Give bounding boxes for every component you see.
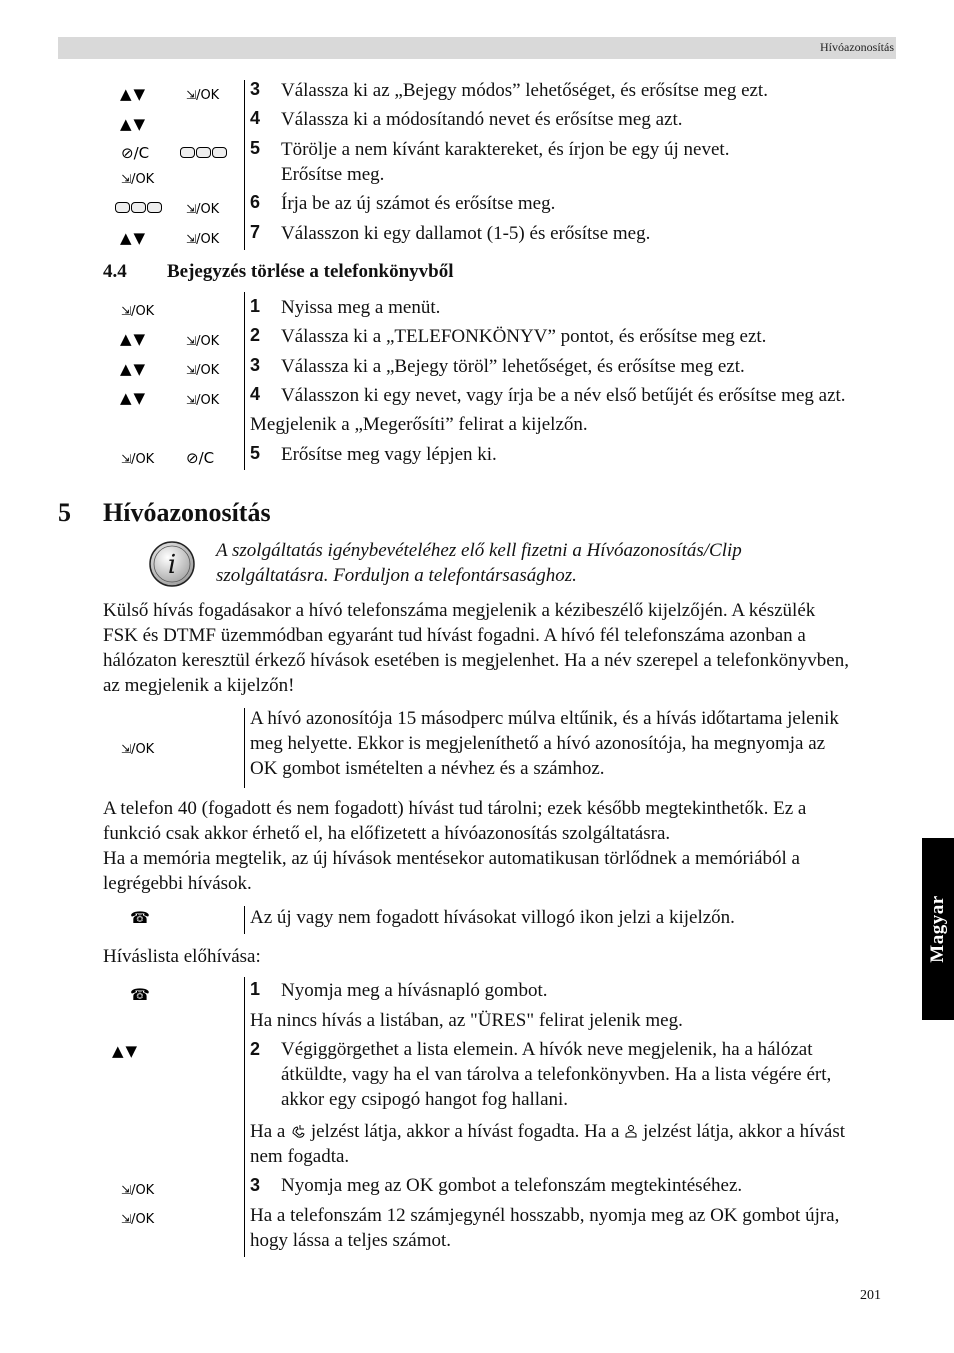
ok-icon: ⇲/OK [121, 304, 155, 319]
step-number: 5 [250, 138, 261, 158]
step-divider-line [244, 708, 245, 788]
info-note-line: A szolgáltatás igénybevételéhez elő kell fizetni a Hívóazonosítás/Clip [216, 540, 742, 561]
page-number: 201 [860, 1288, 881, 1303]
note-line: Ha a telefonszám 12 számjegynél hosszabb, nyomja meg az OK gombot újra, [250, 1205, 840, 1226]
ok-icon: ⇲/OK [121, 1183, 155, 1198]
paragraph-line: Ha a memória megtelik, az új hívások mentésekor automatikusan törlődnek a memóriából a [103, 848, 800, 869]
received-missed-note [250, 1119, 895, 1169]
chapter-number: 5 [58, 498, 71, 527]
step-line: Végiggörgethet a lista elemein. A hívók neve megjelenik, ha a hálózat [281, 1039, 813, 1060]
ok-icon: ⇲/OK [121, 1212, 155, 1227]
note-fragment: Ha a [250, 1121, 286, 1142]
step-text: Válassza ki a „Bejegy töröl” lehetőséget, és erősítse meg ezt. [281, 356, 745, 377]
language-tab [922, 838, 954, 1020]
step-text: Nyissa meg a menüt. [281, 297, 441, 318]
info-icon [148, 540, 196, 588]
svg-text:i: i [167, 550, 177, 580]
cancel-icon: ⊘/C [186, 449, 215, 467]
note-fragment: nem fogadta. [250, 1146, 350, 1167]
step-number: 3 [250, 355, 261, 375]
chapter-title: Hívóazonosítás [103, 498, 271, 527]
step-number: 3 [250, 1175, 261, 1195]
ok-note [250, 706, 895, 781]
step-text: Nyomja meg a hívásnapló gombot. [281, 980, 548, 1001]
step-text: Nyomja meg az OK gombot a telefonszám megtekintéséhez. [281, 1175, 743, 1196]
running-header: Hívóazonosítás [820, 40, 894, 54]
note-fragment: jelzést látja, akkor a hívást [642, 1121, 846, 1142]
step-text: Válasszon ki egy nevet, vagy írja be a név első betűjét és erősítse meg azt. [281, 385, 846, 406]
step-divider-line [244, 977, 245, 1257]
step-number: 1 [250, 296, 261, 316]
section-title: Bejegyzés törlése a telefonkönyvből [167, 261, 454, 282]
keypad-icon [180, 146, 228, 162]
step-divider-line [244, 80, 245, 250]
note-line: A hívó azonosítója 15 másodperc múlva eltűnik, és a hívás időtartama jelenik [250, 708, 839, 729]
step-line: átküldte, vagy ha el van tárolva a telefonkönyvben. Ha a lista végére ért, [281, 1064, 832, 1085]
step-text: Válassza ki az „Bejegy módos” lehetőséget, és erősítse meg ezt. [281, 80, 768, 101]
updown-icon: ▲▼ [120, 330, 148, 348]
paragraph-line: hálózaton keresztül érkező hívások esetében is megjelenhet. Ha a név szerepel a telefonkönyvben, [103, 650, 849, 671]
step-number: 4 [250, 384, 261, 404]
ok-icon: ⇲/OK [186, 363, 220, 378]
ok-icon: ⇲/OK [121, 172, 155, 187]
info-note-line: szolgáltatásra. Forduljon a telefontársasághoz. [216, 565, 577, 586]
paragraph-line: az megjelenik a kijelzőn! [103, 675, 295, 696]
note-text: Ha nincs hívás a listában, az "ÜRES" felirat jelenik meg. [250, 1010, 683, 1031]
calllist-label: Híváslista előhívása: [103, 946, 261, 967]
note-fragment: jelzést látja, akkor a hívást fogadta. Ha a [310, 1121, 620, 1142]
updown-icon: ▲▼ [120, 360, 148, 378]
step-text: Válassza ki a „TELEFONKÖNYV” pontot, és erősítse meg ezt. [281, 326, 767, 347]
ok-icon: ⇲/OK [121, 742, 155, 757]
step-number: 2 [250, 325, 261, 345]
step-text: Válasszon ki egy dallamot (1-5) és erősítse meg. [281, 223, 651, 244]
updown-icon: ▲▼ [120, 389, 148, 407]
long-number-note [250, 1203, 895, 1253]
cancel-icon: ⊘/C [121, 144, 150, 162]
paragraph-line: A telefon 40 (fogadott és nem fogadott) hívást tud tárolni; ezek később megtekinthetők. Ez a [103, 798, 807, 819]
note-line: meg helyette. Ekkor is megjeleníthető a hívó azonosítója, ha megnyomja az [250, 733, 826, 754]
phone-icon: ☎ [130, 985, 150, 1004]
note-line: hogy lássa a teljes számot. [250, 1230, 452, 1251]
header-bar [58, 37, 896, 59]
ok-icon: ⇲/OK [186, 88, 220, 103]
updown-icon: ▲▼ [120, 85, 148, 103]
updown-icon: ▲▼ [120, 229, 148, 247]
step-line: akkor egy csipogó hangot fog hallani. [281, 1089, 569, 1110]
storage-paragraph [103, 796, 895, 896]
paragraph-line: FSK és DTMF üzemmódban egyaránt tud hívást fogadni. A hívó fél telefonszáma azonban a [103, 625, 806, 646]
step-number: 7 [250, 222, 261, 242]
ok-icon: ⇲/OK [186, 232, 220, 247]
received-call-icon [290, 1123, 306, 1139]
section-heading-4-4 [103, 261, 454, 283]
step-text-continued: Erősítse meg. [281, 164, 385, 185]
step-text: Válassza ki a módosítandó nevet és erősítse meg azt. [281, 109, 683, 130]
note-text: Megjelenik a „Megerősíti” felirat a kijelzőn. [250, 414, 588, 435]
step-number: 2 [250, 1039, 261, 1059]
updown-icon: ▲▼ [112, 1042, 140, 1060]
phone-icon: ☎ [130, 908, 150, 927]
step-number: 4 [250, 108, 261, 128]
note-text: Az új vagy nem fogadott hívásokat villogó ikon jelzi a kijelzőn. [250, 907, 735, 928]
keypad-icon [115, 201, 163, 217]
note-line: OK gombot ismételten a névhez és a számhoz. [250, 758, 605, 779]
step-number: 6 [250, 192, 261, 212]
paragraph-line: funkció csak akkor érhető el, ha előfizetett a hívóazonosítás szolgáltatásra. [103, 823, 671, 844]
step-text: Törölje a nem kívánt karaktereket, és írjon be egy új nevet. [281, 139, 730, 160]
chapter-heading [58, 498, 271, 528]
step-number: 1 [250, 979, 261, 999]
ok-icon: ⇲/OK [186, 334, 220, 349]
section-number: 4.4 [103, 261, 127, 282]
language-tab-label: Magyar [927, 895, 948, 963]
step-text: Írja be az új számot és erősítse meg. [281, 193, 556, 214]
paragraph-line: Külső hívás fogadásakor a hívó telefonszáma megjelenik a kézibeszélő kijelzőjén. A készülék [103, 600, 816, 621]
ok-icon: ⇲/OK [186, 202, 220, 217]
ok-icon: ⇲/OK [121, 452, 155, 467]
step-divider-line [244, 906, 245, 934]
paragraph-line: legrégebbi hívások. [103, 873, 252, 894]
ok-icon: ⇲/OK [186, 393, 220, 408]
missed-call-icon [624, 1123, 638, 1139]
intro-paragraph [103, 598, 895, 698]
step-text [281, 1037, 891, 1112]
step-divider-line [244, 292, 245, 470]
step-number: 5 [250, 443, 261, 463]
step-number: 3 [250, 79, 261, 99]
step-text: Erősítse meg vagy lépjen ki. [281, 444, 497, 465]
updown-icon: ▲▼ [120, 115, 148, 133]
